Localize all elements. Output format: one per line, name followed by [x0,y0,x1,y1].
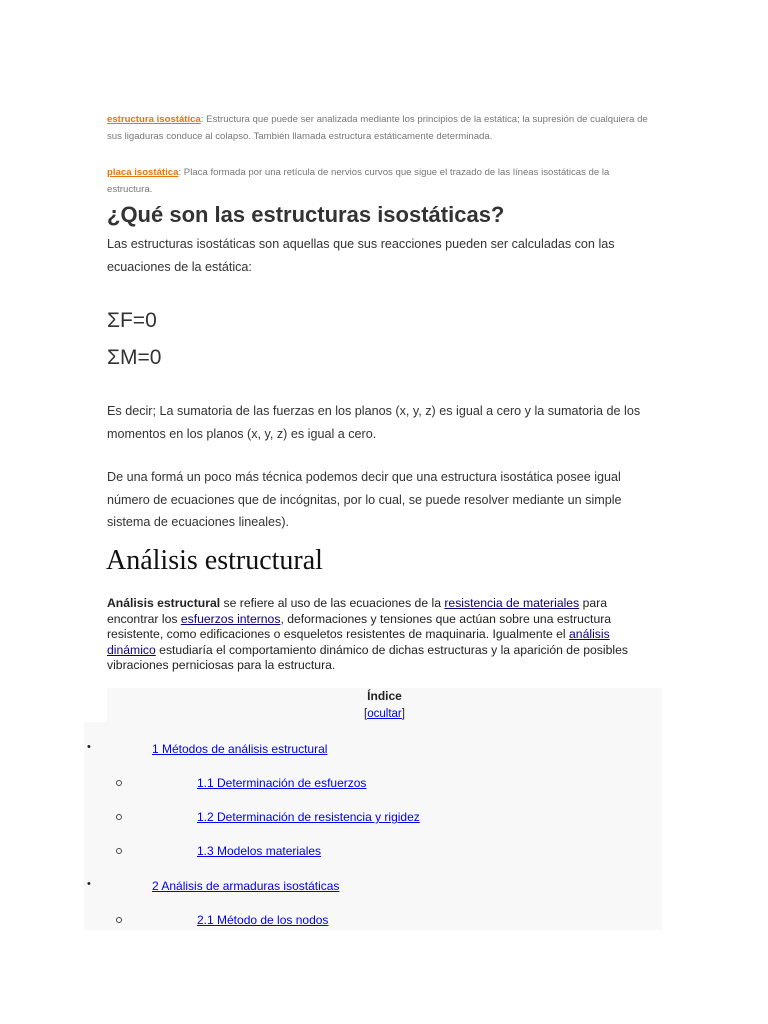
toc-panel-extension [84,722,107,930]
definition-estructura-isostatica [107,111,657,145]
term-link-placa-isostatica[interactable]: placa isostática [107,167,179,178]
definition-text: : Estructura que puede ser analizada mediante los principios de la estática; la supresión de cualquiera de sus ligaduras conduce al colapso. También llamada estructura estáticamente determinada. [107,114,648,142]
text-segment: , deformaciones y tensiones que actúan sobre una estructura resistente, como edificaciones o esqueletos resistentes de maquinaria. Igualmente el [107,611,612,641]
technical-paragraph: De una formá un poco más técnica podemos decir que una estructura isostática posee igual número de ecuaciones que de incógnitas, por lo cual, se puede resolver mediante un simple sistema de ecuaciones lineales). [107,470,622,529]
toc-item-1-3[interactable]: 1.3 Modelos materiales [197,844,322,858]
section-heading-analisis: Análisis estructural [106,545,323,576]
formula-sum-forces: ΣF=0 [107,309,157,332]
explanation-paragraph: Es decir; La sumatoria de las fuerzas en los planos (x, y, z) es igual a cero y la sumatoria de los momentos en los planos (x, y, z) es igual a cero. [107,404,641,441]
analisis-paragraph [107,596,657,674]
toc-item-1-1[interactable]: 1.1 Determinación de esfuerzos [197,776,367,790]
intro-paragraph: Las estructuras isostáticas son aquellas que sus reacciones pueden ser calculadas con las ecuaciones de la estática: [107,237,615,274]
link-analisis-dinamico[interactable]: análisis dinámico [107,627,610,657]
toc-title: Índice [367,689,402,703]
bracket: [ [364,708,368,720]
bullet-icon: • [87,741,91,753]
bold-term: Análisis estructural [107,596,221,610]
toc-toggle [107,708,662,720]
toc-item-2[interactable]: 2 Análisis de armaduras isostáticas [152,879,340,893]
text-segment: se refiere al uso de las ecuaciones de la [220,596,445,610]
formula-sum-moments: ΣM=0 [107,346,162,369]
link-resistencia-materiales[interactable]: resistencia de materiales [444,596,580,610]
term-link-estructura-isostatica[interactable]: estructura isostática [107,114,201,125]
toc-hide-link[interactable]: ocultar [367,708,402,720]
definition-placa-isostatica [107,164,657,198]
circle-bullet-icon [116,917,122,923]
bullet-icon: • [87,878,91,890]
toc-item-2-1[interactable]: 2.1 Método de los nodos [197,913,329,927]
definition-text: : Placa formada por una retícula de nervios curvos que sigue el trazado de las líneas isostáticas de la estructura. [107,167,610,195]
section-heading-isostaticas: ¿Qué son las estructuras isostáticas? [107,202,505,227]
circle-bullet-icon [116,848,122,854]
toc-item-1-2[interactable]: 1.2 Determinación de resistencia y rigidez [197,810,420,824]
text-segment: para encontrar los [107,596,607,626]
link-esfuerzos-internos[interactable]: esfuerzos internos [180,611,281,626]
bracket: ] [401,708,405,720]
text-segment: estudiaría el comportamiento dinámico de dichas estructuras y la aparición de posibles vibraciones perniciosas para la estructura. [107,642,628,672]
toc-item-1[interactable]: 1 Métodos de análisis estructural [152,742,328,756]
circle-bullet-icon [116,814,122,820]
toc-panel [107,688,662,930]
circle-bullet-icon [116,780,122,786]
